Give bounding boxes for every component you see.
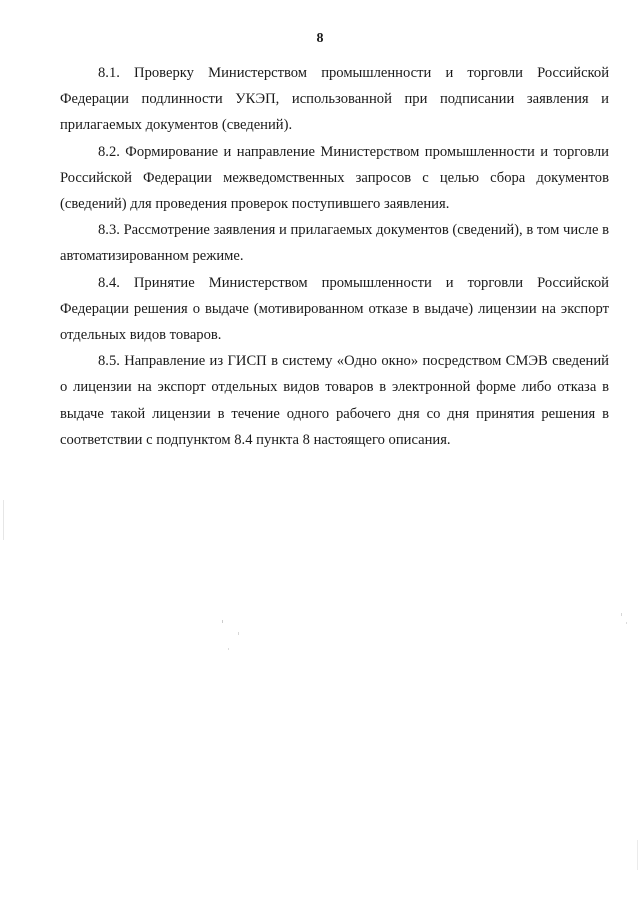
document-body [60,60,609,453]
paragraph-8-1: 8.1. Проверку Министерством промышленности и торговли Российской Федерации подлинности УКЭП, использованной при подписании заявления и прилагаемых документов (сведений). [60,65,609,134]
scan-artifact [228,648,229,650]
scan-artifact [238,632,239,635]
scan-artifact [3,500,4,540]
paragraph-8-4: 8.4. Принятие Министерством промышленности и торговли Российской Федерации решения о выдаче (мотивированном отказе в выдаче) лицензии на экспорт отдельных видов товаров. [60,274,609,344]
page-number: 8 [316,31,324,46]
scan-artifact [222,620,223,623]
scan-artifact [637,840,638,870]
scan-artifact [626,622,627,624]
paragraph-8-3: 8.3. Рассмотрение заявления и прилагаемых документов (сведений), в том числе в автоматизированном режиме. [60,222,609,265]
paragraph-8-5: 8.5. Направление из ГИСП в систему «Одно окно» посредством СМЭВ сведений о лицензии на экспорт отдельных видов товаров в электронной форме либо отказа в выдаче такой лицензии в течение одного рабочего дня со дня принятия решения в соответствии с подпунктом 8.4 пункта 8 настоящего описания. [60,353,609,448]
paragraph-8-2: 8.2. Формирование и направление Министерством промышленности и торговли Российской Федерации межведомственных запросов с целью сбора документов (сведений) для проведения проверок поступившего заявления. [60,143,609,213]
scan-artifact [621,613,622,616]
